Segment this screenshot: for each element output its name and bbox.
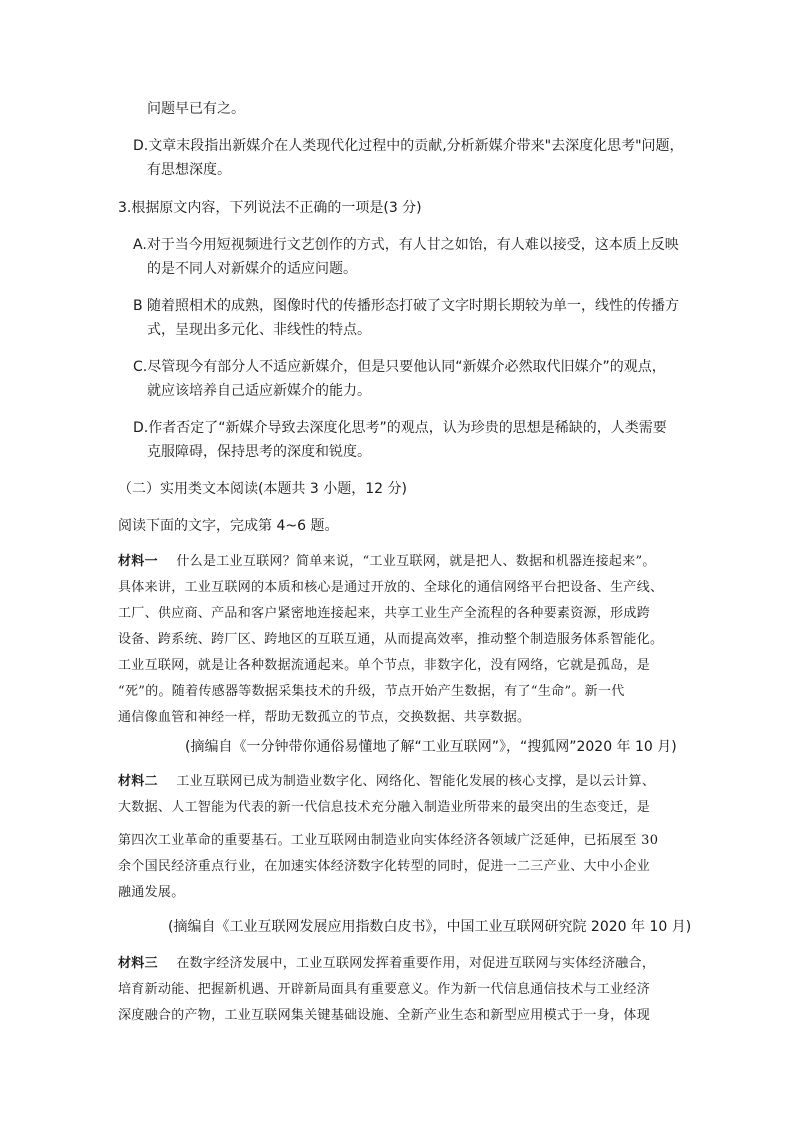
q3-option-a-line-2: 的是不同人对新媒介的适应问题。 [147,261,357,277]
material-3-line-1 [118,955,655,973]
material-1-text: 什么是工业互联网？简单来说，“工业互联网，就是把人、数据和机器连接起来”。 [176,554,656,569]
material-2-text: 工业互联网已成为制造业数字化、网络化、智能化发展的核心支撑，是以云计算、 [176,774,656,789]
question-3-stem: 3.根据原文内容，下列说法不正确的一项是(3 分) [118,200,422,216]
option-c-continuation: 问题早已有之。 [147,101,245,117]
material-3-text: 在数字经济发展中，工业互联网发挥着重要作用，对促进互联网与实体经济融合， [176,956,656,971]
q3-option-c-line-2: 就应该培养自己适应新媒介的能力。 [147,383,371,399]
material-2-source: (摘编自《工业互联网发展应用指数白皮书》，中国工业互联网研究院 2020 年 10 月) [168,919,692,935]
material-1-line-6: “死”的。随着传感器等数据采集技术的升级，节点开始产生数据，有了“生命”。新一代 [118,684,625,699]
material-1-line-3: 工厂、供应商、产品和客户紧密地连接起来，共享工业生产全流程的各种要素资源，形成跨 [118,606,651,621]
material-3-line-3: 深度融合的产物，工业互联网集关键基础设施、全新产业生态和新型应用模式于一身，体现 [118,1008,651,1023]
material-3-label: 材料三 [118,956,158,971]
q3-option-c-line-1: C.尽管现今有部分人不适应新媒介，但是只要他认同“新媒介必然取代旧媒介”的观点， [133,359,666,375]
material-1-line-1 [118,553,656,571]
material-2-line-2: 大数据、人工智能为代表的新一代信息技术充分融入制造业所带来的最突出的生态变迁，是 [118,800,651,815]
q3-option-d-line-2: 克服障碍，保持思考的深度和锐度。 [147,444,371,460]
material-3-line-2: 培育新动能、把握新机遇、开辟新局面具有重要意义。作为新一代信息通信技术与工业经济 [118,982,651,997]
q3-option-a-line-1: A.对于当今用短视频进行文艺创作的方式，有人甘之如饴，有人难以接受，这本质上反映 [133,237,679,253]
material-1-label: 材料一 [118,554,158,569]
material-2-line-1 [118,773,655,791]
material-1-source: (摘编自《一分钟带你通俗易懂地了解“工业互联网”》，“搜狐网”2020 年 10 月) [185,739,677,755]
material-2-label: 材料二 [118,774,158,789]
option-d-line-1: D.文章末段指出新媒介在人类现代化过程中的贡献,分析新媒介带来"去深度化思考"问题， [133,138,684,154]
material-1-line-2: 具体来讲，工业互联网的本质和核心是通过开放的、全球化的通信网络平台把设备、生产线、 [118,580,664,595]
section-heading: （二）实用类文本阅读(本题共 3 小题，12 分) [118,481,407,497]
material-1-line-7: 通信像血管和神经一样，帮助无数孤立的节点，交换数据、共享数据。 [118,710,531,725]
material-2-line-5: 融通发展。 [118,885,185,900]
option-d-line-2: 有思想深度。 [147,162,231,178]
material-2-line-3: 第四次工业革命的重要基石。工业互联网由制造业向实体经济各领域广泛延伸，已拓展至 30 [118,833,659,848]
q3-option-d-line-1: D.作者否定了“新媒介导致去深度化思考”的观点，认为珍贵的思想是稀缺的，人类需要 [133,420,667,436]
q3-option-b-line-2: 式，呈现出多元化、非线性的特点。 [147,322,371,338]
material-1-line-4: 设备、跨系统、跨厂区、跨地区的互联互通，从而提高效率，推动整个制造服务体系智能化。 [118,632,664,647]
q3-option-b-line-1: B 随着照相术的成熟，图像时代的传播形态打破了文字时期长期较为单一，线性的传播方 [133,298,680,314]
material-2-line-4: 余个国民经济重点行业，在加速实体经济数字化转型的同时，促进一二三产业、大中小企业 [118,859,651,874]
section-instruction: 阅读下面的文字，完成第 4~6 题。 [118,518,339,534]
material-1-line-5: 工业互联网，就是让各种数据流通起来。单个节点，非数字化，没有网络，它就是孤岛，是 [118,658,651,673]
